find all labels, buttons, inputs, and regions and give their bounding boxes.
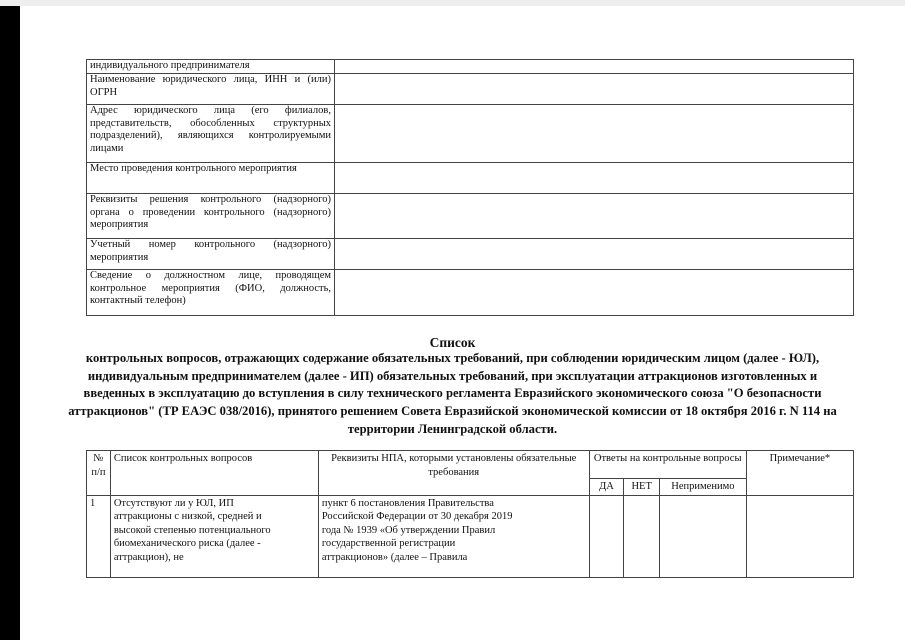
info-label-location: Место проведения контрольного мероприятия: [87, 163, 335, 194]
inspection-info-table: [86, 59, 854, 316]
header-note: Примечание*: [746, 451, 853, 496]
info-label-address: Адрес юридического лица (его филиалов, представительств, обособленных структурных подразделений), являющихся контролируемыми лицами: [87, 105, 335, 163]
info-value-decision[interactable]: [335, 194, 854, 239]
header-na: Неприменимо: [660, 479, 747, 496]
checklist-row: [87, 495, 854, 577]
row-note[interactable]: [746, 495, 853, 577]
checklist-table: [86, 450, 854, 578]
row-question: Отсутствуют ли у ЮЛ, ИП аттракционы с низкой, средней и высокой степенью потенциального биомеханического риска (далее - аттракцион), не: [110, 495, 318, 577]
list-description: контрольных вопросов, отражающих содержание обязательных требований, при соблюдении юридическим лицом (далее - ЮЛ), индивидуальным предпринимателем (далее - ИП) обязательных требований, при эксплуатации аттракционов изготовленных и введенных в эксплуатацию до вступления в силу технического регламента Евразийского экономического союза "О безопасности аттракционов" (ТР ЕАЭС 038/2016), принятого решением Совета Евразийской экономической комиссии от 18 октября 2016 г. N 114 на территории Ленинградской области.: [68, 351, 837, 436]
info-value-location[interactable]: [335, 163, 854, 194]
info-row-address: [87, 105, 854, 163]
info-row-company-name: [87, 74, 854, 105]
checklist-header-row: [87, 451, 854, 479]
scan-top-edge: [0, 0, 905, 6]
row-answer-no[interactable]: [624, 495, 660, 577]
list-title: Список: [429, 335, 476, 350]
info-value-company-name[interactable]: [335, 74, 854, 105]
info-row-official: [87, 270, 854, 316]
header-reference: Реквизиты НПА, которыми установлены обязательные требования: [318, 451, 589, 496]
info-value-record-number[interactable]: [335, 239, 854, 270]
header-no: НЕТ: [624, 479, 660, 496]
info-label-entrepreneur: индивидуального предпринимателя: [87, 60, 335, 74]
info-label-company-name: Наименование юридического лица, ИНН и (или) ОГРН: [87, 74, 335, 105]
row-answer-na[interactable]: [660, 495, 747, 577]
row-reference: пункт 6 постановления Правительства Российской Федерации от 30 декабря 2019 года № 1939 «Об утверждении Правил государственной регистрации аттракционов» (далее – Правила: [318, 495, 589, 577]
info-row-decision: [87, 194, 854, 239]
info-value-official[interactable]: [335, 270, 854, 316]
row-num: 1: [87, 495, 111, 577]
info-value-entrepreneur[interactable]: [335, 60, 854, 74]
info-row-record-number: [87, 239, 854, 270]
header-num: № п/п: [87, 451, 111, 496]
info-value-address[interactable]: [335, 105, 854, 163]
info-label-record-number: Учетный номер контрольного (надзорного) мероприятия: [87, 239, 335, 270]
header-question: Список контрольных вопросов: [110, 451, 318, 496]
info-label-decision: Реквизиты решения контрольного (надзорного) органа о проведении контрольного (надзорного) мероприятия: [87, 194, 335, 239]
info-row-location: [87, 163, 854, 194]
scan-left-edge: [0, 0, 20, 640]
info-label-official: Сведение о должностном лице, проводящем контрольное мероприятия (ФИО, должность, контактный телефон): [87, 270, 335, 316]
row-answer-yes[interactable]: [589, 495, 624, 577]
header-answers: Ответы на контрольные вопросы: [589, 451, 746, 479]
info-row-entrepreneur: [87, 60, 854, 74]
header-yes: ДА: [589, 479, 624, 496]
